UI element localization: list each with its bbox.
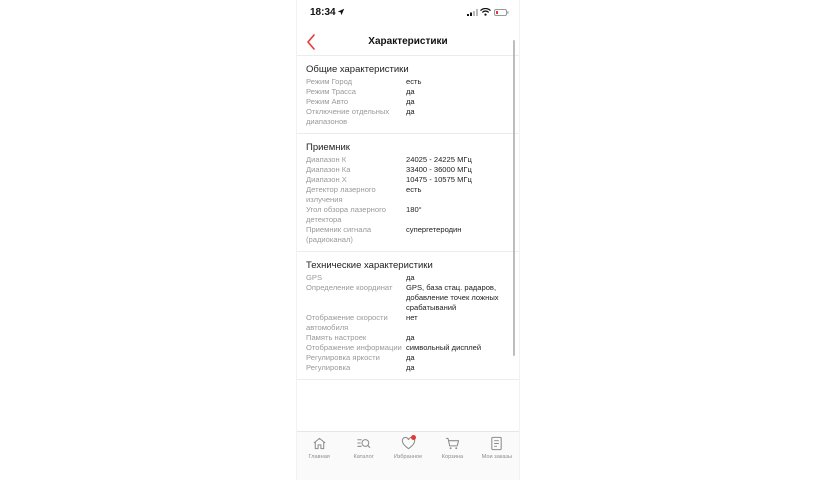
tab-label: Мои заказы (481, 454, 513, 460)
spec-row (306, 97, 510, 107)
spec-value: 10475 - 10575 МГц (406, 175, 472, 184)
spec-key: Отображение информации (306, 343, 402, 352)
spec-row (306, 205, 510, 225)
spec-row (306, 333, 510, 343)
status-bar (297, 0, 519, 26)
spec-key: Отображение скорости автомобиля (306, 313, 388, 332)
page-title: Характеристики (368, 36, 448, 47)
status-time: 18:34 (310, 7, 336, 18)
spec-row (306, 343, 510, 353)
spec-key: Диапазон К (306, 155, 347, 164)
spec-row (306, 225, 510, 245)
spec-key: Отключение отдельных диапазонов (306, 107, 390, 126)
spec-key: Регулировка (306, 363, 351, 372)
spec-value: 33400 - 36000 МГц (406, 165, 472, 174)
spec-key: Режим Трасса (306, 87, 356, 96)
spec-row (306, 363, 510, 373)
tab-catalog[interactable] (341, 432, 385, 480)
spec-row (306, 107, 510, 127)
spec-key: Регулировка яркости (306, 353, 380, 362)
section-title: Приемник (306, 142, 350, 153)
battery-icon (494, 9, 509, 16)
spec-row (306, 185, 510, 205)
spec-value: супергетеродин (406, 225, 462, 234)
spec-key: Диапазон Ка (306, 165, 351, 174)
spec-row (306, 165, 510, 175)
spec-value: да (406, 87, 415, 96)
spec-key: Память настроек (306, 333, 367, 342)
spec-key: GPS (306, 273, 323, 282)
spec-value: GPS, база стац. радаров, добавление точек ложных срабатываний (406, 283, 499, 312)
spec-key: Режим Авто (306, 97, 349, 106)
tab-label: Главная (308, 454, 330, 460)
section-technical (297, 252, 519, 380)
spec-value: символьный дисплей (406, 343, 482, 352)
spec-value: нет (406, 313, 418, 322)
tab-label: Корзина (441, 454, 464, 460)
spec-value: есть (406, 185, 422, 194)
tab-home[interactable] (297, 432, 341, 480)
section-title: Технические характеристики (306, 260, 433, 271)
tab-label: Избранное (393, 454, 423, 460)
section-title: Общие характеристики (306, 64, 409, 75)
spec-value: да (406, 363, 415, 372)
navigation-bar (297, 28, 519, 56)
spec-value: да (406, 273, 415, 282)
spec-key: Детектор лазерного излучения (306, 185, 376, 204)
scrollbar[interactable] (513, 40, 515, 356)
favorites-badge-dot (411, 435, 416, 440)
spec-value: да (406, 353, 415, 362)
section-receiver (297, 134, 519, 252)
phone-screen (297, 0, 519, 480)
spec-key: Приемник сигнала (радиоканал) (306, 225, 372, 244)
spec-value: есть (406, 77, 422, 86)
cellular-signal-icon (467, 9, 478, 16)
spec-row (306, 77, 510, 87)
tab-label: Каталог (353, 454, 374, 460)
spec-key: Диапазон X (306, 175, 347, 184)
location-arrow-icon (337, 8, 345, 16)
spec-key: Режим Город (306, 77, 353, 86)
spec-row (306, 283, 510, 313)
spec-row (306, 87, 510, 97)
specs-list[interactable] (297, 56, 519, 432)
cart-icon (445, 436, 460, 451)
home-icon (312, 436, 327, 451)
spec-row (306, 175, 510, 185)
spec-row (306, 155, 510, 165)
catalog-icon (356, 436, 371, 451)
section-general (297, 56, 519, 134)
spec-value: 180° (406, 205, 422, 214)
orders-icon (489, 436, 504, 451)
tab-favorites[interactable] (386, 432, 430, 480)
tab-orders[interactable] (475, 432, 519, 480)
spec-row (306, 273, 510, 283)
spec-row (306, 313, 510, 333)
wifi-icon (480, 8, 491, 16)
tab-cart[interactable] (430, 432, 474, 480)
spec-row (306, 353, 510, 363)
spec-value: да (406, 333, 415, 342)
spec-value: да (406, 107, 415, 116)
spec-value: 24025 - 24225 МГц (406, 155, 472, 164)
tab-bar (297, 431, 519, 480)
spec-value: да (406, 97, 415, 106)
spec-key: Угол обзора лазерного детектора (306, 205, 386, 224)
spec-key: Определение координат (306, 283, 393, 292)
